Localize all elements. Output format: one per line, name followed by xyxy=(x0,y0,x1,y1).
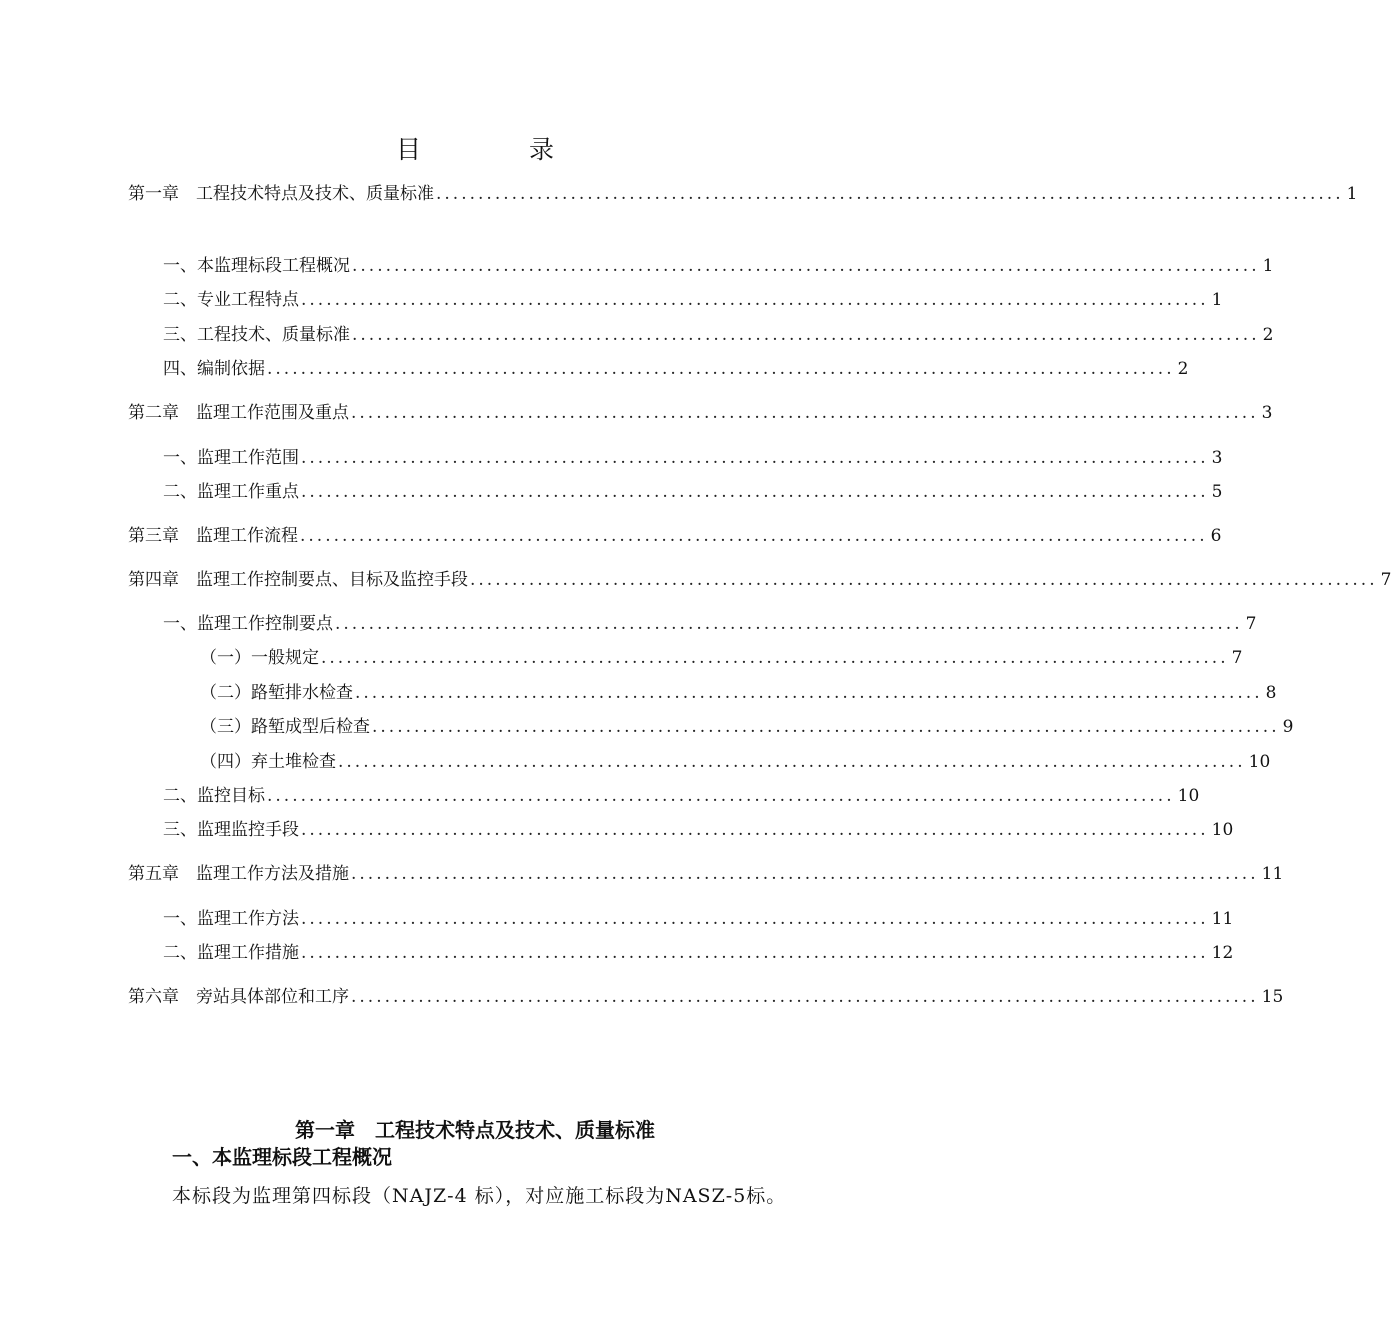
dot-leader: ............................................................................................................ xyxy=(351,403,1259,423)
toc-entry[interactable] xyxy=(163,357,1189,381)
toc-entry[interactable] xyxy=(128,401,1273,425)
toc-title: 目 录 xyxy=(396,135,604,164)
dot-leader: ............................................................................................................ xyxy=(335,614,1243,634)
toc-entry-page: 6 xyxy=(1210,526,1222,546)
dot-leader: ............................................................................................................ xyxy=(267,359,1175,379)
toc-entry[interactable] xyxy=(200,681,1277,705)
toc-entry-label: 二、专业工程特点 xyxy=(163,290,299,310)
toc-entry[interactable] xyxy=(128,568,1391,592)
dot-leader: ............................................................................................................ xyxy=(351,864,1259,884)
toc-entry-page: 10 xyxy=(1177,786,1200,806)
toc-entry-page: 5 xyxy=(1211,482,1223,502)
toc-entry-label: （一）一般规定 xyxy=(200,648,319,668)
toc-entry-label: （四）弃土堆检查 xyxy=(200,752,336,772)
toc-entry-label: 第四章 监理工作控制要点、目标及监控手段 xyxy=(128,570,468,590)
toc-entry-page: 1 xyxy=(1262,256,1274,276)
toc-entry-label: 第二章 监理工作范围及重点 xyxy=(128,403,349,423)
toc-entry-page: 15 xyxy=(1261,987,1284,1007)
toc-entry[interactable] xyxy=(163,941,1234,965)
toc-entry-label: 第一章 工程技术特点及技术、质量标准 xyxy=(128,184,434,204)
toc-entry-label: 一、监理工作控制要点 xyxy=(163,614,333,634)
toc-entry[interactable] xyxy=(163,818,1234,842)
toc-entry-label: （三）路堑成型后检查 xyxy=(200,717,370,737)
dot-leader: ............................................................................................................ xyxy=(267,786,1175,806)
toc-entry-page: 10 xyxy=(1248,752,1271,772)
toc-entry-label: 第三章 监理工作流程 xyxy=(128,526,298,546)
toc-entry[interactable] xyxy=(128,182,1358,206)
toc-entry-page: 3 xyxy=(1261,403,1273,423)
toc-entry-page: 1 xyxy=(1211,290,1223,310)
toc-entry-page: 1 xyxy=(1346,184,1358,204)
dot-leader: ............................................................................................................ xyxy=(352,325,1260,345)
section-heading: 一、本监理标段工程概况 xyxy=(172,1145,392,1169)
toc-entry[interactable] xyxy=(163,784,1200,808)
toc-entry-label: 三、工程技术、质量标准 xyxy=(163,325,350,345)
toc-entry-label: （二）路堑排水检查 xyxy=(200,683,353,703)
toc-entry-label: 四、编制依据 xyxy=(163,359,265,379)
dot-leader: ............................................................................................................ xyxy=(321,648,1229,668)
dot-leader: ............................................................................................................ xyxy=(301,448,1209,468)
toc-entry-page: 7 xyxy=(1231,648,1243,668)
toc-entry[interactable] xyxy=(163,323,1274,347)
dot-leader: ............................................................................................................ xyxy=(372,717,1280,737)
toc-entry-label: 二、监控目标 xyxy=(163,786,265,806)
toc-entry-label: 三、监理监控手段 xyxy=(163,820,299,840)
toc-entry-label: 第五章 监理工作方法及措施 xyxy=(128,864,349,884)
toc-entry[interactable] xyxy=(128,862,1284,886)
dot-leader: ............................................................................................................ xyxy=(301,943,1209,963)
toc-entry[interactable] xyxy=(200,646,1243,670)
dot-leader: ............................................................................................................ xyxy=(300,526,1208,546)
toc-entry[interactable] xyxy=(200,750,1271,774)
toc-entry[interactable] xyxy=(163,446,1223,470)
toc-entry[interactable] xyxy=(200,715,1294,739)
toc-entry-page: 3 xyxy=(1211,448,1223,468)
dot-leader: ............................................................................................................ xyxy=(352,256,1260,276)
dot-leader: ............................................................................................................ xyxy=(351,987,1259,1007)
toc-entry-label: 一、监理工作方法 xyxy=(163,909,299,929)
dot-leader: ............................................................................................................ xyxy=(338,752,1246,772)
toc-entry-page: 9 xyxy=(1282,717,1294,737)
toc-entry-page: 11 xyxy=(1261,864,1284,884)
toc-entry-page: 7 xyxy=(1245,614,1257,634)
toc-entry-page: 10 xyxy=(1211,820,1234,840)
toc-entry-label: 一、本监理标段工程概况 xyxy=(163,256,350,276)
toc-entry[interactable] xyxy=(128,985,1284,1009)
toc-entry-label: 二、监理工作措施 xyxy=(163,943,299,963)
dot-leader: ............................................................................................................ xyxy=(355,683,1263,703)
toc-entry-page: 2 xyxy=(1177,359,1189,379)
dot-leader: ............................................................................................................ xyxy=(301,820,1209,840)
toc-entry[interactable] xyxy=(163,254,1274,278)
body-paragraph: 本标段为监理第四标段（NAJZ-4 标），对应施工标段为NASZ-5标。 xyxy=(172,1185,787,1207)
toc-entry[interactable] xyxy=(163,612,1257,636)
toc-entry-label: 二、监理工作重点 xyxy=(163,482,299,502)
toc-entry-page: 2 xyxy=(1262,325,1274,345)
toc-entry[interactable] xyxy=(128,524,1222,548)
toc-entry[interactable] xyxy=(163,907,1234,931)
toc-entry[interactable] xyxy=(163,288,1223,312)
toc-entry-page: 7 xyxy=(1380,570,1391,590)
toc-entry-label: 一、监理工作范围 xyxy=(163,448,299,468)
toc-entry[interactable] xyxy=(163,480,1223,504)
toc-entry-page: 11 xyxy=(1211,909,1234,929)
dot-leader: ............................................................................................................ xyxy=(470,570,1378,590)
dot-leader: ............................................................................................................ xyxy=(301,482,1209,502)
dot-leader: ............................................................................................................ xyxy=(436,184,1344,204)
toc-entry-page: 8 xyxy=(1265,683,1277,703)
dot-leader: ............................................................................................................ xyxy=(301,290,1209,310)
toc-entry-page: 12 xyxy=(1211,943,1234,963)
chapter-heading: 第一章 工程技术特点及技术、质量标准 xyxy=(295,1118,655,1142)
toc-entry-label: 第六章 旁站具体部位和工序 xyxy=(128,987,349,1007)
dot-leader: ............................................................................................................ xyxy=(301,909,1209,929)
